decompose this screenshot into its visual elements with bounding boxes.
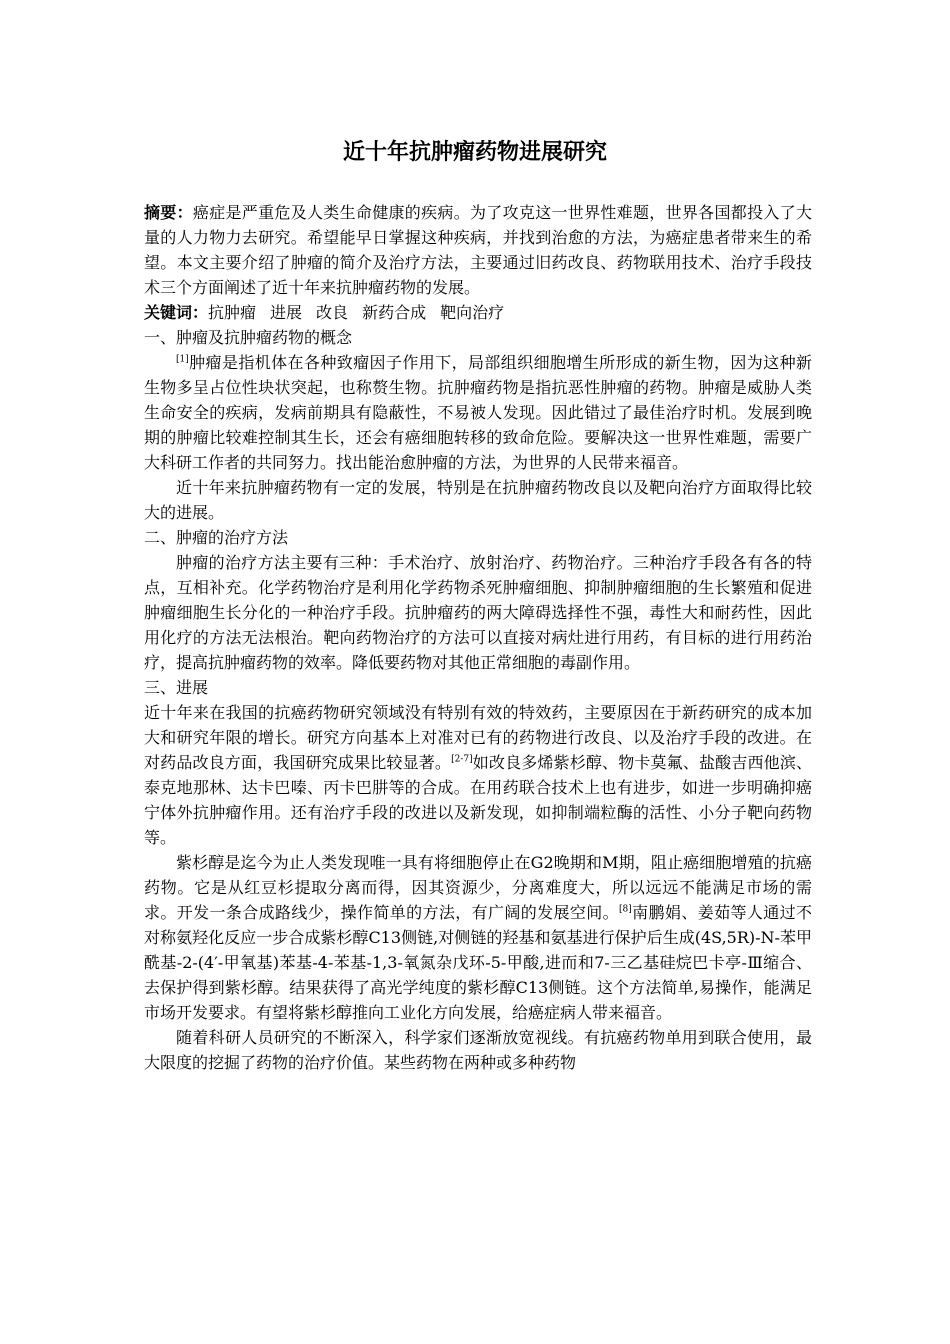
paragraph-text: 南鹏娟、姜茹等人通过不对称氨羟化反应一步合成紫杉醇C13侧链,对侧链的羟基和氨基进行保护后生成(4S,5R)-N-苯甲酰基-2-(4′-甲氧基)苯基-4-苯基-1,3-氧氮杂戊环-5-甲酸,进而和7-三乙基硅烷巴卡亭-Ⅲ缩合、去保护得到紫杉醇。结果获得了高光学纯度的紫杉醇C13侧链。这个方法简单,易操作，能满足市场开发要求。有望将紫杉醇推向工业化方向发展，给癌症病人带来福音。 bbox=[144, 903, 812, 1022]
paragraph-text: 紫杉醇是迄今为止人类发现唯一具有将细胞停止在G2晚期和M期，阻止癌细胞增殖的抗癌药物。它是从红豆杉提取分离而得，因其资源少，分离难度大，所以远远不能满足市场的需求。开发一条合成路线少，操作简单的方法，有广阔的发展空间。 bbox=[144, 853, 812, 922]
paragraph-text: 肿瘤是指机体在各种致瘤因子作用下，局部组织细胞增生所形成的新生物，因为这种新生物多呈占位性块状突起，也称赘生物。抗肿瘤药物是指抗恶性肿瘤的药物。肿瘤是威胁人类生命安全的疾病，发病前期具有隐蔽性，不易被人发现。因此错过了最佳治疗时机。发展到晚期的肿瘤比较难控制其生长，还会有癌细胞转移的致命危险。要解决这一世界性难题，需要广大科研工作者的共同努力。找出能治愈肿瘤的方法，为世界的人民带来福音。 bbox=[144, 353, 812, 472]
citation-ref: [2-7] bbox=[451, 754, 473, 765]
body-paragraph bbox=[144, 700, 812, 850]
keywords-line bbox=[144, 300, 812, 325]
keyword: 进展 bbox=[270, 303, 303, 322]
section-heading: 一、肿瘤及抗肿瘤药物的概念 bbox=[144, 328, 353, 347]
page-title: 近十年抗肿瘤药物进展研究 bbox=[342, 139, 607, 165]
keyword: 靶向治疗 bbox=[440, 303, 505, 322]
keyword: 抗肿瘤 bbox=[208, 303, 257, 322]
keywords-label: 关键词： bbox=[144, 303, 209, 322]
citation-ref: [8] bbox=[619, 904, 632, 915]
body-paragraph: 近十年来抗肿瘤药物有一定的发展，特别是在抗肿瘤药物改良以及靶向治疗方面取得比较大的进展。 bbox=[144, 478, 812, 522]
citation-ref: [1] bbox=[176, 354, 189, 365]
abstract-label: 摘要： bbox=[144, 203, 193, 222]
keyword: 新药合成 bbox=[362, 303, 427, 322]
document-body bbox=[144, 200, 812, 1075]
section-heading: 三、进展 bbox=[144, 678, 209, 697]
keyword: 改良 bbox=[316, 303, 349, 322]
body-paragraph: 随着科研人员研究的不断深入，科学家们逐渐放宽视线。有抗癌药物单用到联合使用，最大限度的挖掘了药物的治疗价值。某些药物在两种或多种药物 bbox=[144, 1028, 812, 1072]
abstract-text: 癌症是严重危及人类生命健康的疾病。为了攻克这一世界性难题，世界各国都投入了大量的人力物力去研究。希望能早日掌握这种疾病，并找到治愈的方法，为癌症患者带来生的希望。本文主要介绍了肿瘤的简介及治疗方法，主要通过旧药改良、药物联用技术、治疗手段技术三个方面阐述了近十年来抗肿瘤药物的发展。 bbox=[144, 203, 812, 297]
paragraph-text: 近十年来在我国的抗癌药物研究领域没有特别有效的特效药，主要原因在于新药研究的成本加大和研究年限的增长。研究方向基本上对准对已有的药物进行改良、以及治疗手段的改进。在对药品改良方面，我国研究成果比较显著。 bbox=[144, 703, 812, 772]
paragraph-text: 如改良多烯紫杉醇、物卡莫氟、盐酸吉西他滨、泰克地那林、达卡巴嗪、丙卡巴肼等的合成。在用药联合技术上也有进步，如进一步明确抑癌宁体外抗肿瘤作用。还有治疗手段的改进以及新发现，如抑制端粒酶的活性、小分子靶向药物等。 bbox=[144, 753, 812, 847]
body-paragraph: 肿瘤的治疗方法主要有三种：手术治疗、放射治疗、药物治疗。三种治疗手段各有各的特点，互相补充。化学药物治疗是利用化学药物杀死肿瘤细胞、抑制肿瘤细胞的生长繁殖和促进肿瘤细胞生长分化的一种治疗手段。抗肿瘤药的两大障碍选择性不强，毒性大和耐药性，因此用化疗的方法无法根治。靶向药物治疗的方法可以直接对病灶进行用药，有目标的进行用药治疗，提高抗肿瘤药物的效率。降低要药物对其他正常细胞的毒副作用。 bbox=[144, 553, 812, 672]
body-paragraph bbox=[144, 350, 812, 475]
section-heading: 二、肿瘤的治疗方法 bbox=[144, 528, 289, 547]
body-paragraph bbox=[144, 850, 812, 1025]
abstract-paragraph bbox=[144, 200, 812, 300]
